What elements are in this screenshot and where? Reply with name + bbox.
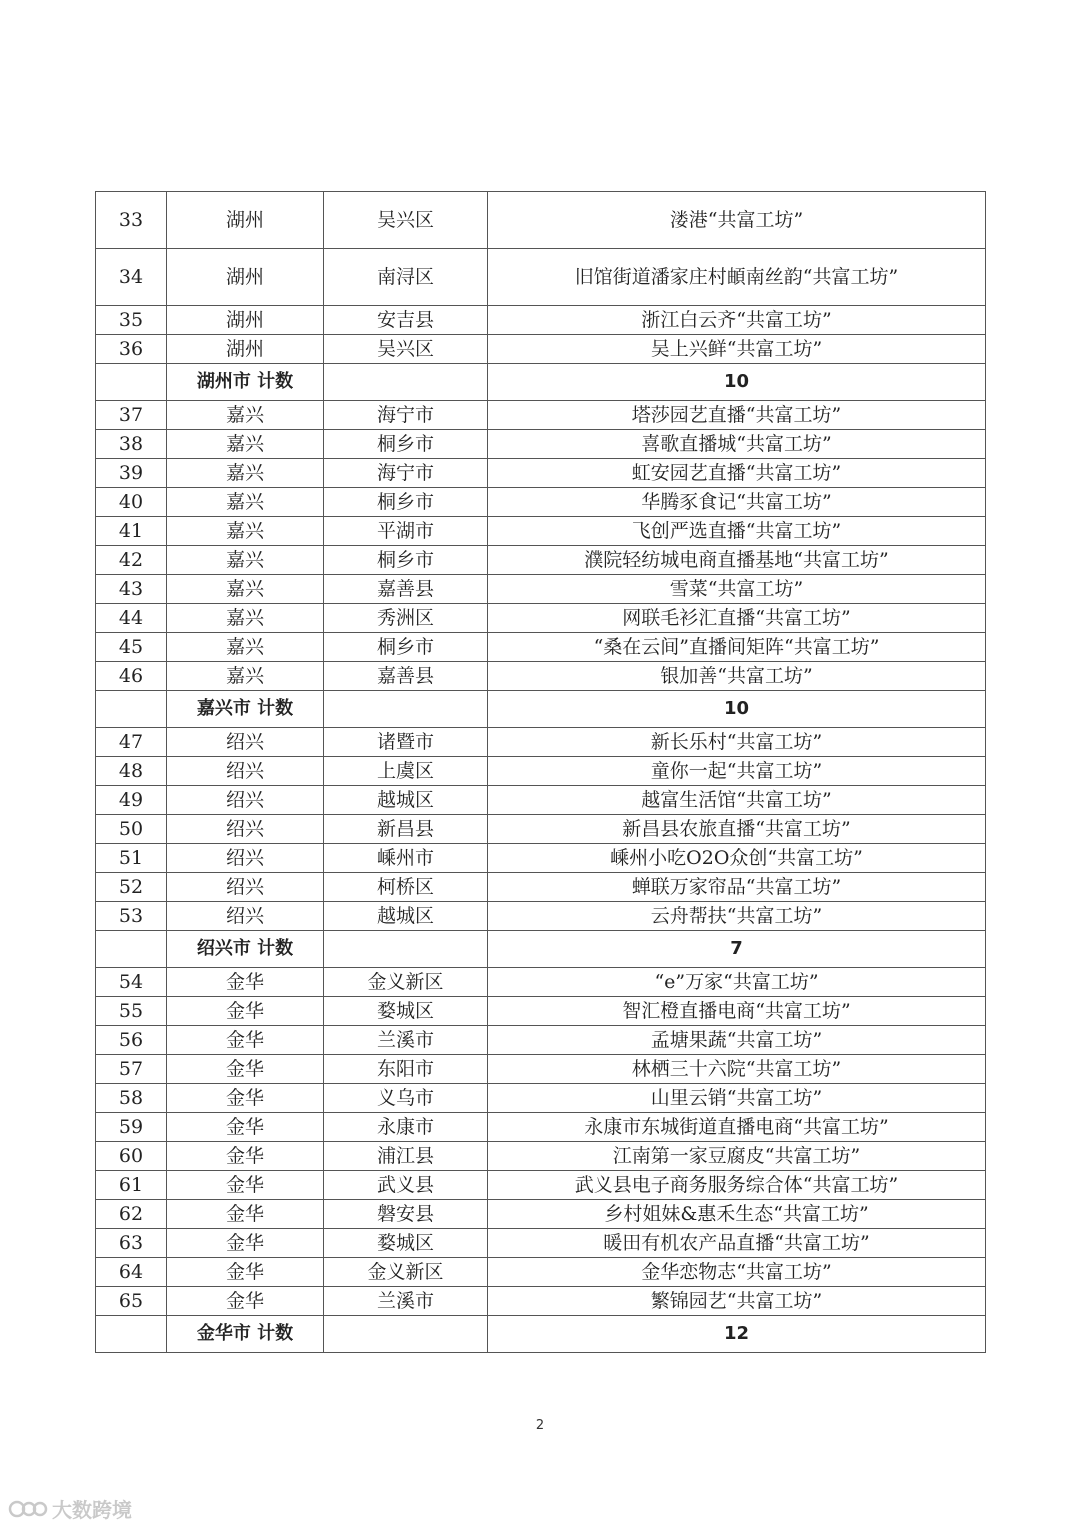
- district-cell: 秀洲区: [324, 604, 488, 633]
- district-cell: 安吉县: [324, 306, 488, 335]
- row-number: 60: [96, 1142, 167, 1171]
- row-number: 42: [96, 546, 167, 575]
- district-cell: 嵊州市: [324, 844, 488, 873]
- district-cell: 东阳市: [324, 1055, 488, 1084]
- workshop-name-cell: 武义县电子商务服务综合体“共富工坊”: [488, 1171, 986, 1200]
- table-row: [96, 873, 986, 902]
- city-cell: 湖州: [167, 192, 324, 249]
- row-number: 48: [96, 757, 167, 786]
- city-cell: 嘉兴: [167, 517, 324, 546]
- table-row: [96, 633, 986, 662]
- city-cell: 绍兴: [167, 902, 324, 931]
- table-row: [96, 604, 986, 633]
- table-row: [96, 488, 986, 517]
- subtotal-blank-cell: [324, 931, 488, 968]
- subtotal-label: 金华市 计数: [167, 1316, 324, 1353]
- subtotal-row: [96, 691, 986, 728]
- table-row: [96, 249, 986, 306]
- city-cell: 嘉兴: [167, 546, 324, 575]
- subtotal-row: [96, 931, 986, 968]
- district-cell: 桐乡市: [324, 633, 488, 662]
- row-number: 39: [96, 459, 167, 488]
- workshop-name-cell: 塔莎园艺直播“共富工坊”: [488, 401, 986, 430]
- table-row: [96, 662, 986, 691]
- workshop-name-cell: 乡村姐妹&惠禾生态“共富工坊”: [488, 1200, 986, 1229]
- district-cell: 婺城区: [324, 997, 488, 1026]
- row-number: 51: [96, 844, 167, 873]
- workshop-name-cell: 童你一起“共富工坊”: [488, 757, 986, 786]
- workshop-name-cell: “e”万家“共富工坊”: [488, 968, 986, 997]
- table-row: [96, 1229, 986, 1258]
- city-cell: 绍兴: [167, 728, 324, 757]
- workshop-name-cell: 云舟帮扶“共富工坊”: [488, 902, 986, 931]
- city-cell: 金华: [167, 1258, 324, 1287]
- district-cell: 桐乡市: [324, 488, 488, 517]
- city-cell: 绍兴: [167, 873, 324, 902]
- row-number: 63: [96, 1229, 167, 1258]
- table-row: [96, 517, 986, 546]
- page-number: 2: [535, 1418, 545, 1433]
- table-row: [96, 306, 986, 335]
- row-number: 33: [96, 192, 167, 249]
- city-cell: 金华: [167, 1084, 324, 1113]
- district-cell: 浦江县: [324, 1142, 488, 1171]
- subtotal-row: [96, 364, 986, 401]
- row-number: 34: [96, 249, 167, 306]
- table-row: [96, 546, 986, 575]
- workshop-name-cell: 浙江白云齐“共富工坊”: [488, 306, 986, 335]
- workshop-name-cell: 华腾豕食记“共富工坊”: [488, 488, 986, 517]
- district-cell: 桐乡市: [324, 546, 488, 575]
- district-cell: 嘉善县: [324, 575, 488, 604]
- district-cell: 金义新区: [324, 1258, 488, 1287]
- workshop-name-cell: 金华恋物志“共富工坊”: [488, 1258, 986, 1287]
- row-number: 56: [96, 1026, 167, 1055]
- table-row: [96, 430, 986, 459]
- table-row: [96, 575, 986, 604]
- row-number: 40: [96, 488, 167, 517]
- city-cell: 嘉兴: [167, 430, 324, 459]
- table-row: [96, 459, 986, 488]
- subtotal-label: 绍兴市 计数: [167, 931, 324, 968]
- workshop-name-cell: 江南第一家豆腐皮“共富工坊”: [488, 1142, 986, 1171]
- table-row: [96, 1084, 986, 1113]
- table-row: [96, 401, 986, 430]
- workshop-name-cell: “桑在云间”直播间矩阵“共富工坊”: [488, 633, 986, 662]
- district-cell: 婺城区: [324, 1229, 488, 1258]
- city-cell: 金华: [167, 1200, 324, 1229]
- district-cell: 兰溪市: [324, 1026, 488, 1055]
- row-number: 41: [96, 517, 167, 546]
- district-cell: 上虞区: [324, 757, 488, 786]
- district-cell: 吴兴区: [324, 335, 488, 364]
- table-row: [96, 1142, 986, 1171]
- city-cell: 嘉兴: [167, 488, 324, 517]
- district-cell: 吴兴区: [324, 192, 488, 249]
- row-number: 43: [96, 575, 167, 604]
- subtotal-blank-cell: [324, 1316, 488, 1353]
- workshop-name-cell: 林栖三十六院“共富工坊”: [488, 1055, 986, 1084]
- table-row: [96, 1171, 986, 1200]
- table-row: [96, 1113, 986, 1142]
- workshop-name-cell: 暖田有机农产品直播“共富工坊”: [488, 1229, 986, 1258]
- subtotal-blank-cell: [96, 364, 167, 401]
- row-number: 59: [96, 1113, 167, 1142]
- row-number: 49: [96, 786, 167, 815]
- row-number: 35: [96, 306, 167, 335]
- row-number: 55: [96, 997, 167, 1026]
- district-cell: 海宁市: [324, 459, 488, 488]
- row-number: 47: [96, 728, 167, 757]
- workshop-name-cell: 濮院轻纺城电商直播基地“共富工坊”: [488, 546, 986, 575]
- workshop-table: [95, 191, 986, 1353]
- workshop-name-cell: 新昌县农旅直播“共富工坊”: [488, 815, 986, 844]
- city-cell: 嘉兴: [167, 401, 324, 430]
- row-number: 54: [96, 968, 167, 997]
- subtotal-count: 10: [488, 691, 986, 728]
- table-row: [96, 192, 986, 249]
- row-number: 65: [96, 1287, 167, 1316]
- table-row: [96, 1287, 986, 1316]
- workshop-name-cell: 网联毛衫汇直播“共富工坊”: [488, 604, 986, 633]
- district-cell: 嘉善县: [324, 662, 488, 691]
- city-cell: 湖州: [167, 335, 324, 364]
- watermark-text: 大数跨境: [52, 1498, 132, 1522]
- city-cell: 金华: [167, 1287, 324, 1316]
- workshop-name-cell: 雪菜“共富工坊”: [488, 575, 986, 604]
- workshop-name-cell: 银加善“共富工坊”: [488, 662, 986, 691]
- table-row: [96, 815, 986, 844]
- table-row: [96, 757, 986, 786]
- subtotal-blank-cell: [96, 931, 167, 968]
- subtotal-row: [96, 1316, 986, 1353]
- row-number: 61: [96, 1171, 167, 1200]
- workshop-name-cell: 飞创严选直播“共富工坊”: [488, 517, 986, 546]
- district-cell: 越城区: [324, 786, 488, 815]
- city-cell: 嘉兴: [167, 575, 324, 604]
- subtotal-blank-cell: [96, 691, 167, 728]
- city-cell: 嘉兴: [167, 662, 324, 691]
- subtotal-label: 湖州市 计数: [167, 364, 324, 401]
- row-number: 37: [96, 401, 167, 430]
- workshop-name-cell: 繁锦园艺“共富工坊”: [488, 1287, 986, 1316]
- district-cell: 武义县: [324, 1171, 488, 1200]
- watermark: [8, 1494, 132, 1523]
- workshop-name-cell: 嵊州小吃O2O众创“共富工坊”: [488, 844, 986, 873]
- city-cell: 绍兴: [167, 815, 324, 844]
- workshop-name-cell: 虹安园艺直播“共富工坊”: [488, 459, 986, 488]
- district-cell: 磐安县: [324, 1200, 488, 1229]
- subtotal-blank-cell: [324, 364, 488, 401]
- city-cell: 嘉兴: [167, 604, 324, 633]
- city-cell: 湖州: [167, 306, 324, 335]
- city-cell: 金华: [167, 1142, 324, 1171]
- city-cell: 绍兴: [167, 786, 324, 815]
- district-cell: 诸暨市: [324, 728, 488, 757]
- district-cell: 新昌县: [324, 815, 488, 844]
- row-number: 53: [96, 902, 167, 931]
- workshop-name-cell: 永康市东城街道直播电商“共富工坊”: [488, 1113, 986, 1142]
- workshop-name-cell: 蝉联万家帘品“共富工坊”: [488, 873, 986, 902]
- row-number: 52: [96, 873, 167, 902]
- table-row: [96, 786, 986, 815]
- row-number: 45: [96, 633, 167, 662]
- district-cell: 义乌市: [324, 1084, 488, 1113]
- subtotal-blank-cell: [324, 691, 488, 728]
- city-cell: 绍兴: [167, 844, 324, 873]
- workshop-name-cell: 智汇橙直播电商“共富工坊”: [488, 997, 986, 1026]
- city-cell: 金华: [167, 1055, 324, 1084]
- workshop-name-cell: 山里云销“共富工坊”: [488, 1084, 986, 1113]
- workshop-name-cell: 吴上兴鲜“共富工坊”: [488, 335, 986, 364]
- workshop-name-cell: 喜歌直播城“共富工坊”: [488, 430, 986, 459]
- city-cell: 金华: [167, 1026, 324, 1055]
- district-cell: 平湖市: [324, 517, 488, 546]
- table-row: [96, 335, 986, 364]
- workshop-name-cell: 越富生活馆“共富工坊”: [488, 786, 986, 815]
- table-row: [96, 997, 986, 1026]
- table-row: [96, 844, 986, 873]
- row-number: 58: [96, 1084, 167, 1113]
- workshop-name-cell: 旧馆街道潘家庄村頔南丝韵“共富工坊”: [488, 249, 986, 306]
- workshop-name-cell: 孟塘果蔬“共富工坊”: [488, 1026, 986, 1055]
- row-number: 36: [96, 335, 167, 364]
- city-cell: 湖州: [167, 249, 324, 306]
- district-cell: 柯桥区: [324, 873, 488, 902]
- workshop-name-cell: 溇港“共富工坊”: [488, 192, 986, 249]
- row-number: 46: [96, 662, 167, 691]
- watermark-logo-icon: [8, 1498, 48, 1520]
- table-row: [96, 968, 986, 997]
- city-cell: 金华: [167, 968, 324, 997]
- city-cell: 金华: [167, 1229, 324, 1258]
- city-cell: 金华: [167, 1171, 324, 1200]
- city-cell: 嘉兴: [167, 459, 324, 488]
- table-row: [96, 1258, 986, 1287]
- workshop-name-cell: 新长乐村“共富工坊”: [488, 728, 986, 757]
- table-row: [96, 1200, 986, 1229]
- district-cell: 桐乡市: [324, 430, 488, 459]
- row-number: 64: [96, 1258, 167, 1287]
- row-number: 44: [96, 604, 167, 633]
- table-row: [96, 1026, 986, 1055]
- subtotal-count: 7: [488, 931, 986, 968]
- table-row: [96, 1055, 986, 1084]
- district-cell: 海宁市: [324, 401, 488, 430]
- subtotal-count: 10: [488, 364, 986, 401]
- row-number: 38: [96, 430, 167, 459]
- row-number: 50: [96, 815, 167, 844]
- table-body: [96, 192, 986, 1353]
- row-number: 62: [96, 1200, 167, 1229]
- city-cell: 嘉兴: [167, 633, 324, 662]
- district-cell: 兰溪市: [324, 1287, 488, 1316]
- row-number: 57: [96, 1055, 167, 1084]
- district-cell: 永康市: [324, 1113, 488, 1142]
- subtotal-blank-cell: [96, 1316, 167, 1353]
- district-cell: 金义新区: [324, 968, 488, 997]
- city-cell: 金华: [167, 1113, 324, 1142]
- table-row: [96, 728, 986, 757]
- subtotal-label: 嘉兴市 计数: [167, 691, 324, 728]
- district-cell: 越城区: [324, 902, 488, 931]
- table-row: [96, 902, 986, 931]
- city-cell: 金华: [167, 997, 324, 1026]
- district-cell: 南浔区: [324, 249, 488, 306]
- city-cell: 绍兴: [167, 757, 324, 786]
- subtotal-count: 12: [488, 1316, 986, 1353]
